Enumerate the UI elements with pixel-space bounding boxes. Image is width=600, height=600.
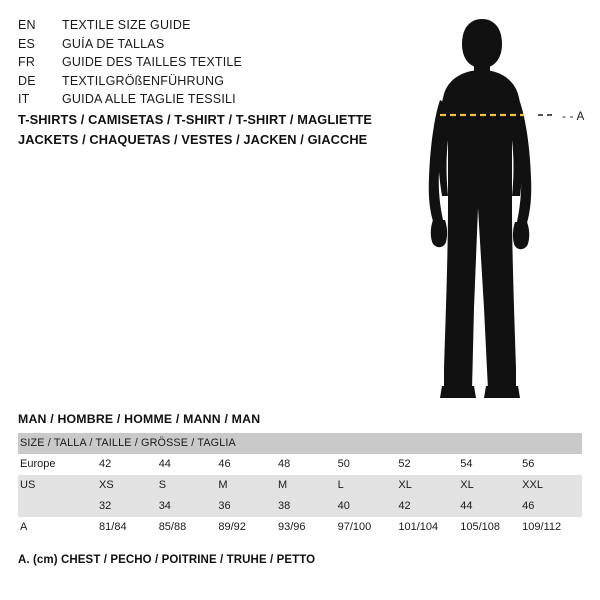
language-row (18, 90, 398, 109)
table-cell: 97/100 (336, 517, 397, 538)
table-cell: L (336, 475, 397, 496)
category-tshirts: T-SHIRTS / CAMISETAS / T-SHIRT / T-SHIRT / MAGLIETTE (18, 112, 373, 127)
table-cell: 54 (458, 454, 520, 475)
language-row (18, 35, 398, 54)
table-cell: 93/96 (276, 517, 336, 538)
language-code: DE (18, 73, 36, 88)
table-header-label: SIZE / TALLA / TAILLE / GRÖSSE / TAGLIA (20, 437, 236, 449)
table-row (18, 517, 582, 538)
row-label: Europe (18, 454, 97, 475)
language-title: TEXTILE SIZE GUIDE (62, 18, 191, 32)
table-cell: XL (396, 475, 458, 496)
table-cell: 89/92 (216, 517, 276, 538)
table-cell: 42 (396, 496, 458, 517)
table-cell: XS (97, 475, 157, 496)
table-cell: M (216, 475, 276, 496)
language-title: TEXTILGRÖßENFÜHRUNG (62, 73, 225, 88)
table-cell: XL (458, 475, 520, 496)
language-title: GUIDE DES TAILLES TEXTILE (62, 55, 243, 69)
table-row (18, 454, 582, 475)
table-row (18, 475, 582, 496)
table-cell: 105/108 (458, 517, 520, 538)
table-cell: 56 (520, 454, 582, 475)
table-cell: S (157, 475, 217, 496)
language-row (18, 53, 398, 72)
table-cell: M (276, 475, 336, 496)
table-footnote: A. (cm) CHEST / PECHO / POITRINE / TRUHE / PETTO (18, 554, 316, 566)
table-cell: 50 (336, 454, 397, 475)
row-label: US (18, 475, 97, 496)
table-cell: 44 (458, 496, 520, 517)
table-cell: 34 (157, 496, 217, 517)
table-cell: 109/112 (520, 517, 582, 538)
language-title: GUIDA ALLE TAGLIE TESSILI (62, 92, 236, 106)
category-headings (18, 110, 418, 150)
table-cell: 52 (396, 454, 458, 475)
language-code: EN (18, 18, 36, 32)
language-code: FR (18, 55, 36, 69)
table-cell: 81/84 (97, 517, 157, 538)
row-label: A (18, 517, 97, 538)
row-label (18, 496, 97, 517)
table-cell: 38 (276, 496, 336, 517)
table-cell: 48 (276, 454, 336, 475)
table-header-row (18, 433, 582, 454)
table-cell: 44 (157, 454, 217, 475)
table-cell: 85/88 (157, 517, 217, 538)
size-table (18, 433, 582, 538)
male-figure-illustration (400, 8, 600, 408)
category-jackets: JACKETS / CHAQUETAS / VESTES / JACKEN / GIACCHE (18, 132, 368, 147)
language-title: GUÍA DE TALLAS (62, 36, 165, 51)
table-title: MAN / HOMBRE / HOMME / MANN / MAN (18, 412, 261, 426)
language-code: ES (18, 36, 36, 51)
table-cell: XXL (520, 475, 582, 496)
size-table-section (18, 412, 582, 566)
table-cell: 40 (336, 496, 397, 517)
table-cell: 42 (97, 454, 157, 475)
table-cell: 101/104 (396, 517, 458, 538)
figure-silhouette-icon (400, 8, 600, 408)
table-cell: 46 (520, 496, 582, 517)
language-row (18, 16, 398, 35)
table-row (18, 496, 582, 517)
language-code: IT (18, 92, 30, 106)
measure-label-a: - - A (562, 111, 585, 123)
language-row (18, 72, 398, 91)
language-list (18, 16, 398, 109)
table-cell: 36 (216, 496, 276, 517)
table-cell: 46 (216, 454, 276, 475)
table-cell: 32 (97, 496, 157, 517)
